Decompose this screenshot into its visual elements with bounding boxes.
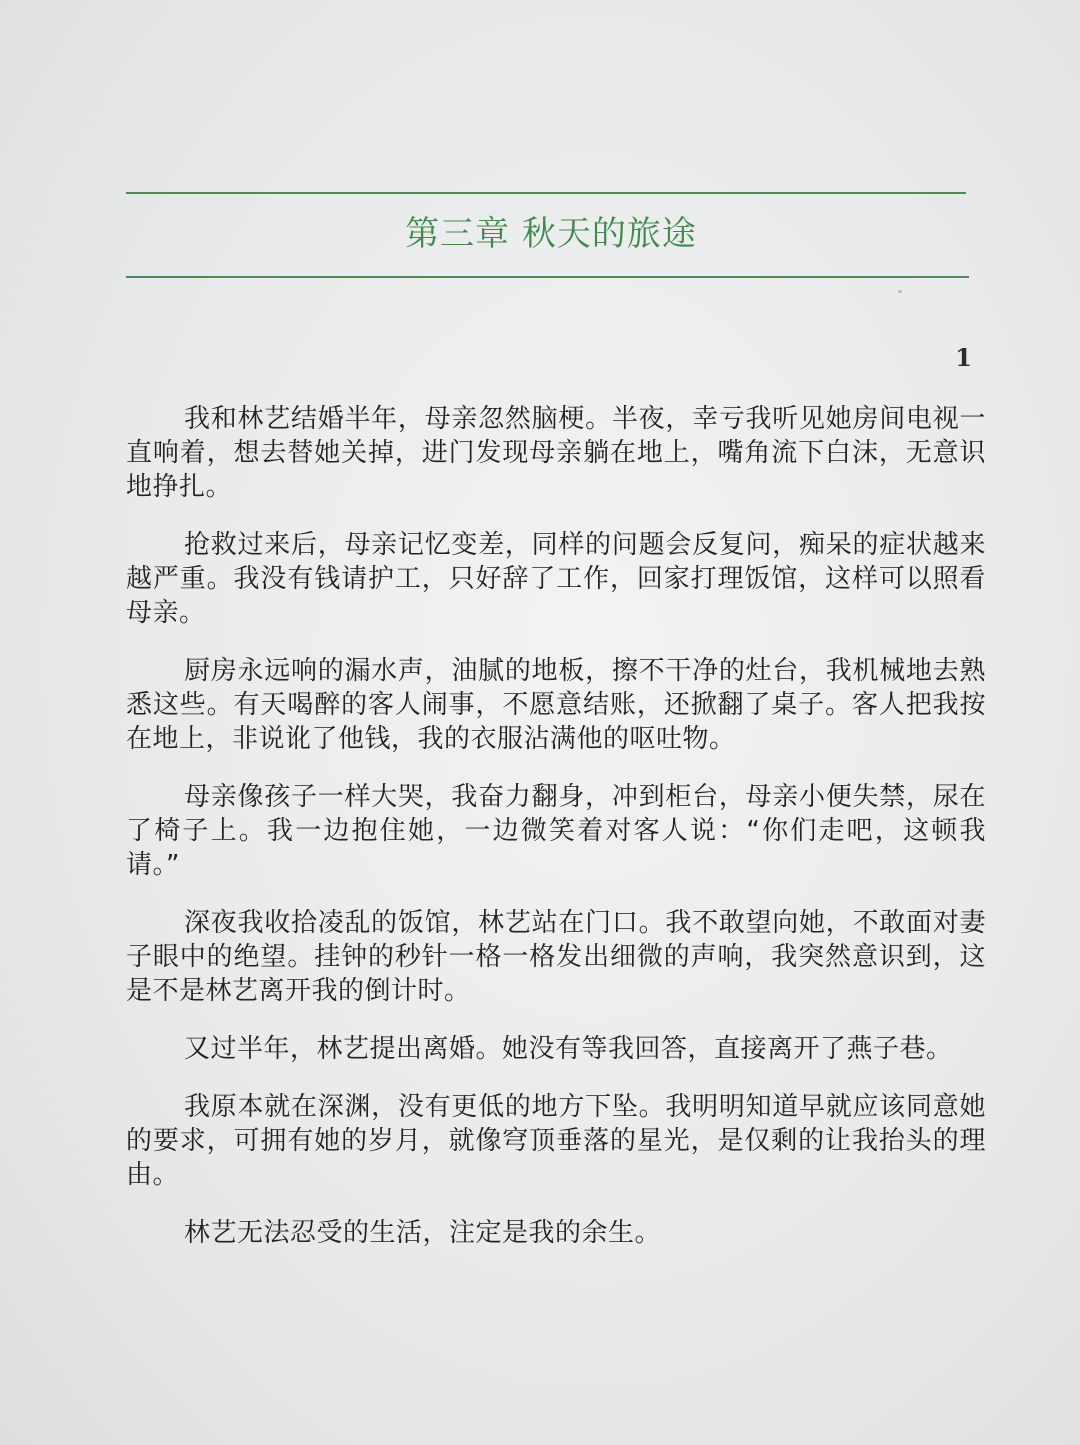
paragraph: 又过半年，林艺提出离婚。她没有等我回答，直接离开了燕子巷。 — [184, 1034, 953, 1064]
dust-speck — [898, 290, 902, 293]
chapter-bottom-rule — [126, 276, 969, 278]
paragraph: 母亲像孩子一样大哭，我奋力翻身，冲到柜台，母亲小便失禁，尿在了椅子上。我一边抱住她，一边微笑着对客人说：“你们走吧，这顿我请。” — [126, 782, 986, 880]
chapter-title: 第三章 秋天的旅途 — [405, 214, 697, 254]
paragraph: 厨房永远响的漏水声，油腻的地板，擦不干净的灶台，我机械地去熟悉这些。有天喝醉的客人闹事，不愿意结账，还掀翻了桌子。客人把我按在地上，非说讹了他钱，我的衣服沾满他的呕吐物。 — [126, 656, 986, 754]
chapter-top-rule — [126, 192, 966, 194]
chapter-body — [126, 402, 986, 1274]
paragraph: 我原本就在深渊，没有更低的地方下坠。我明明知道早就应该同意她的要求，可拥有她的岁月，就像穹顶垂落的星光，是仅剩的让我抬头的理由。 — [126, 1092, 986, 1190]
section-number: 1 — [955, 343, 972, 372]
paragraph: 林艺无法忍受的生活，注定是我的余生。 — [184, 1218, 662, 1248]
paragraph: 抢救过来后，母亲记忆变差，同样的问题会反复问，痴呆的症状越来越严重。我没有钱请护工，只好辞了工作，回家打理饭馆，这样可以照看母亲。 — [126, 530, 986, 628]
paragraph: 深夜我收拾凌乱的饭馆，林艺站在门口。我不敢望向她，不敢面对妻子眼中的绝望。挂钟的秒针一格一格发出细微的声响，我突然意识到，这是不是林艺离开我的倒计时。 — [126, 908, 986, 1006]
paragraph: 我和林艺结婚半年，母亲忽然脑梗。半夜，幸亏我听见她房间电视一直响着，想去替她关掉，进门发现母亲躺在地上，嘴角流下白沫，无意识地挣扎。 — [126, 404, 986, 502]
